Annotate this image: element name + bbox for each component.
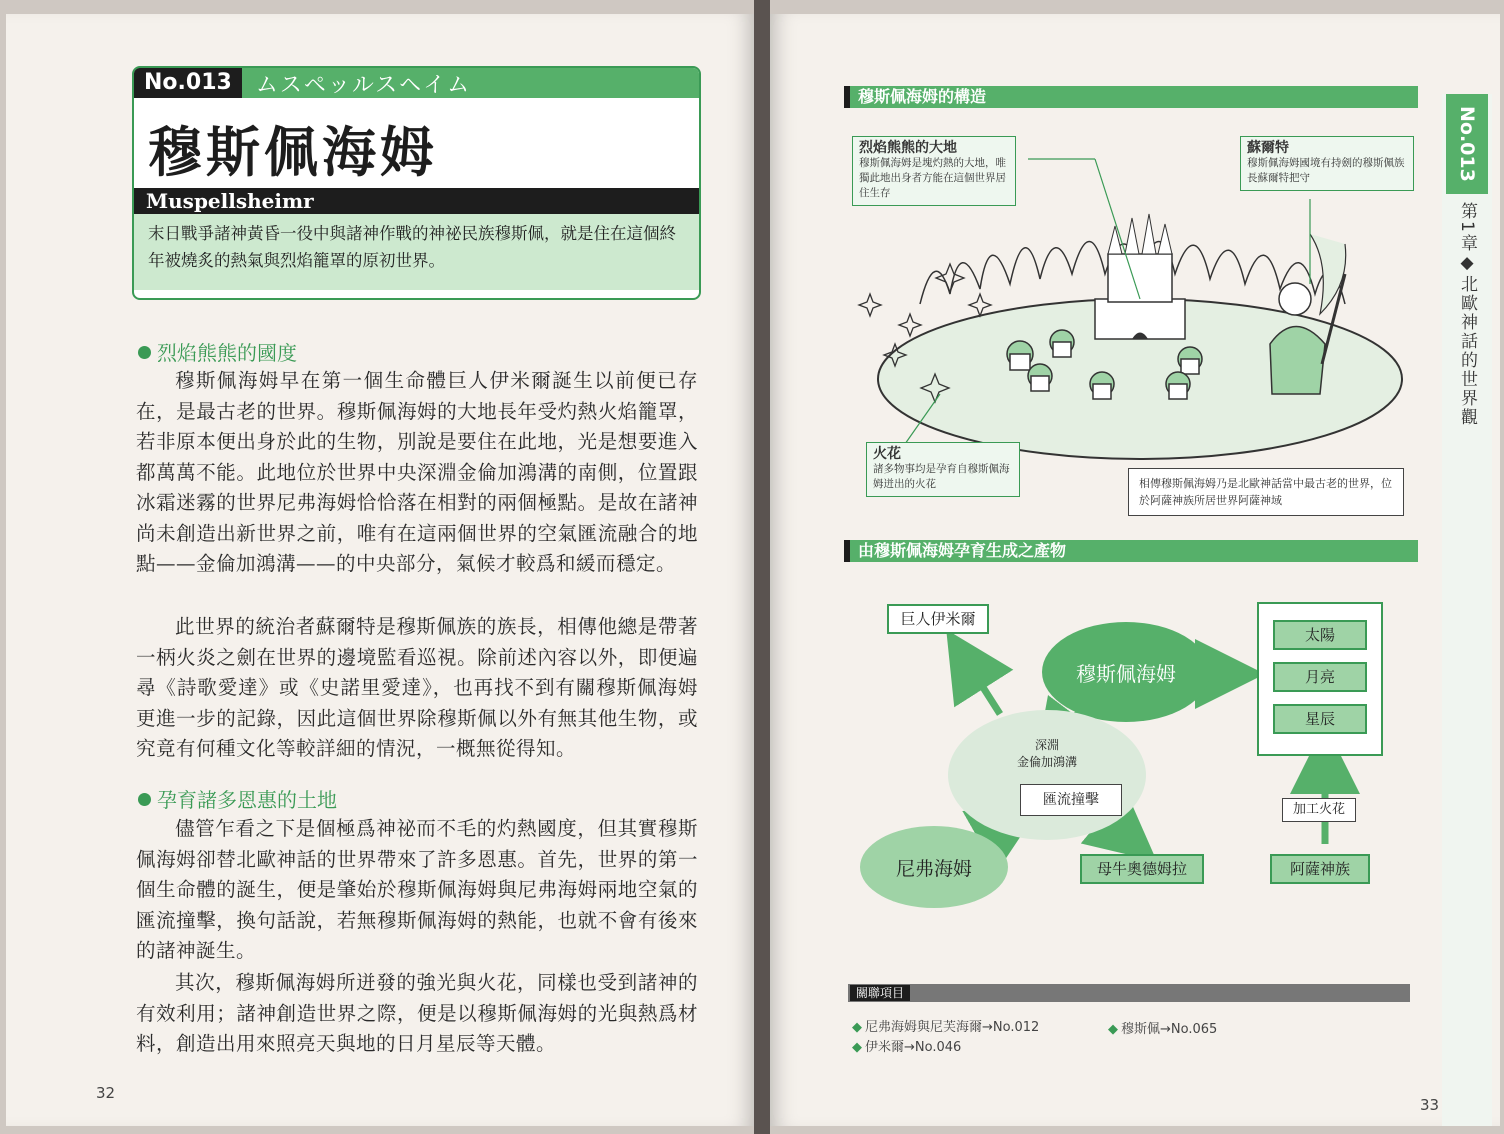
node-collision: 匯流撞擊 [1020,784,1122,816]
node-muspellsheim: 穆斯佩海姆 [1042,622,1210,722]
node-sun: 太陽 [1273,620,1367,650]
section-heading-1 [138,337,297,366]
node-process-sparks: 加工火花 [1282,798,1356,822]
diamond-icon: ◆ [852,1020,862,1035]
section-heading-2-text: 孕育諸多恩惠的土地 [157,788,337,812]
paragraph-1: 穆斯佩海姆早在第一個生命體巨人伊米爾誕生以前便已存在，是最古老的世界。穆斯佩海姆的大地長年受灼熱火焰籠罩，若非原本便出身於此的生物，別說是要住在此地，光是想要進入都萬萬不能。此地位於世界中央深淵金倫加鴻溝的南側，位置跟冰霜迷霧的世界尼弗海姆恰恰落在相對的兩個極點。是故在諸神尚未創造出新世界之前，唯有在這兩個世界的空氣匯流融合的地點——金倫加鴻溝——的中央部分，氣候才較爲和緩而穩定。 [136,369,698,575]
callout-surt-title: 蘇爾特 [1247,140,1289,156]
callout-spark-title: 火花 [873,446,901,462]
side-chapter-title: 第1章◆北歐神話的世界觀 [1457,202,1477,427]
callout-surt [1240,136,1414,191]
callout-land-text: 穆斯佩海姆是塊灼熱的大地，唯獨此地出身者方能在這個世界居住生存 [859,157,1006,199]
paragraph-4: 其次，穆斯佩海姆所迸發的強光與火花，同樣也受到諸神的有效利用；諸神創造世界之際，便是以穆斯佩海姆的光與熱爲材料，創造出用來照亮天與地的日月星辰等天體。 [136,971,698,1055]
related-item-1-text: 尼弗海姆與尼芙海爾→No.012 [865,1020,1040,1035]
node-cow: 母牛奧德姆拉 [1080,854,1204,884]
page-number-right: 33 [1420,1096,1440,1114]
callout-land [852,136,1016,206]
related-item-2-text: 伊米爾→No.046 [865,1040,962,1055]
section-heading-2 [138,784,337,813]
intro-summary: 末日戰爭諸神黃昏一役中與諸神作戰的神祕民族穆斯佩，就是住在這個終年被燒炙的熱氣與烈焰籠罩的原初世界。 [134,214,699,290]
bullet-dot-icon [138,793,151,806]
page-number-left: 32 [96,1084,116,1102]
side-entry-number: No.013 [1446,94,1488,194]
related-item-3[interactable] [1108,1018,1217,1037]
related-items-bar [848,984,1410,1002]
note-box: 相傳穆斯佩海姆乃是北歐神話當中最古老的世界，位於阿薩神族所居世界阿薩神域 [1128,468,1404,516]
book-gutter [754,0,770,1134]
node-moon: 月亮 [1273,662,1367,692]
diagram2-header: 由穆斯佩海姆孕育生成之產物 [844,540,1418,562]
related-items-label: 關聯項目 [850,985,910,1001]
english-title: Muspellsheimr [134,188,699,214]
node-abyss: 深淵 金倫加鴻溝 [948,710,1146,840]
right-page [770,14,1500,1126]
callout-land-title: 烈焰熊熊的大地 [859,140,957,156]
title-top-bar [134,68,699,98]
related-item-1[interactable] [852,1016,1039,1035]
node-stars: 星辰 [1273,704,1367,734]
node-ymir: 巨人伊米爾 [887,604,989,634]
kana-title: ムスペッルスヘイム [255,72,472,98]
castle-icon [1095,214,1185,339]
paragraph-2: 此世界的統治者蘇爾特是穆斯佩族的族長，相傳他總是帶著一柄火炎之劍在世界的邊境監看巡視。除前述內容以外，即便遍尋《詩歌愛達》或《史諾里愛達》，也再找不到有關穆斯佩海姆更進一步的記錄，因此這個世界除穆斯佩以外有無其他生物，或究竟有何種文化等較詳細的情況，一概無從得知。 [136,615,698,760]
left-page [6,14,754,1126]
node-aesir: 阿薩神族 [1270,854,1370,884]
entry-number-badge: No.013 [134,68,242,98]
callout-surt-text: 穆斯佩海姆國境有持劍的穆斯佩族長蘇爾特把守 [1247,157,1405,184]
related-item-3-text: 穆斯佩→No.065 [1121,1022,1218,1037]
related-item-2[interactable] [852,1036,961,1055]
paragraph-3: 儘管乍看之下是個極爲神祕而不毛的灼熱國度，但其實穆斯佩海姆卻替北歐神話的世界帶來了許多恩惠。首先，世界的第一個生命體的誕生，便是肇始於穆斯佩海姆與尼弗海姆兩地空氣的匯流撞擊，換句話說，若無穆斯佩海姆的熱能，也就不會有後來的諸神誕生。 [136,817,698,962]
diamond-icon: ◆ [852,1040,862,1055]
callout-spark [866,442,1020,497]
node-niflheim: 尼弗海姆 [860,826,1008,908]
diamond-icon: ◆ [1108,1022,1118,1037]
page-title: 穆斯佩海姆 [148,121,438,184]
bullet-dot-icon [138,346,151,359]
side-tab [1442,94,1492,1126]
diagram1-header: 穆斯佩海姆的構造 [844,86,1418,108]
section-heading-1-text: 烈焰熊熊的國度 [157,341,297,365]
celestial-bodies-box [1257,602,1383,756]
callout-spark-text: 諸多物事均是孕育自穆斯佩海姆迸出的火花 [873,463,1010,490]
title-box [132,66,701,300]
